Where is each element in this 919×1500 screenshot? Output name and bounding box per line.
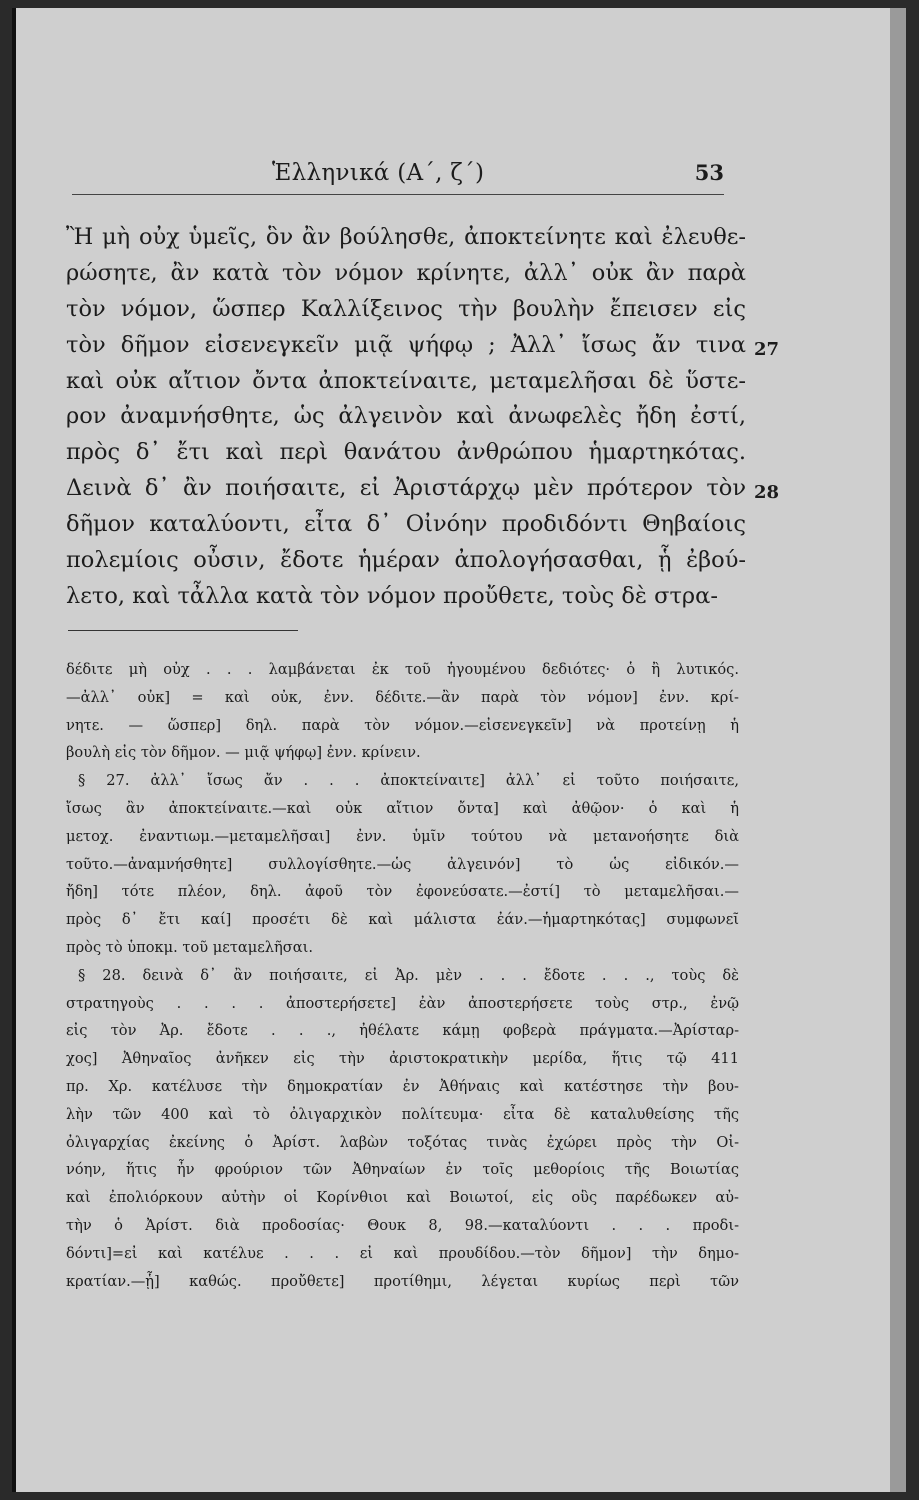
note-line: πρὸς τὸ ὑποκμ. τοῦ μεταμελῆσαι. [66, 938, 313, 956]
note-line: πρ. Χρ. κατέλυσε τὴν δημοκρατίαν ἐν Ἀθήναις καὶ κατέστησε τὴν βου- [66, 1077, 739, 1095]
note-line: πρὸς δ᾽ ἔτι καί] προσέτι δὲ καὶ μάλιστα ἐάν.—ἡμαρτηκότας] συμφωνεῖ [66, 911, 739, 929]
note-line: λὴν τῶν 400 καὶ τὸ ὀλιγαρχικὸν πολίτευμα· εἶτα δὲ καταλυθείσης τῆς [66, 1105, 739, 1123]
main-line: καὶ οὐκ αἴτιον ὄντα ἀποκτείναιτε, μεταμελῆσαι δὲ ὕστε- [66, 367, 746, 394]
note-line: χος] Ἀθηναῖος ἀνῆκεν εἰς τὴν ἀριστοκρατικὴν μερίδα, ἥτις τῷ 411 [66, 1050, 739, 1068]
note-line: ὀλιγαρχίας ἐκείνης ὁ Ἀρίστ. λαβὼν τοξότας τινὰς ἐχώρει πρὸς τὴν Οἰ- [66, 1133, 739, 1151]
main-line [66, 328, 780, 364]
note-line: εἰς τὸν Ἀρ. ἔδοτε . . ., ἠθέλατε κάμῃ φοβερὰ πράγματα.—Ἀρίσταρ- [66, 1022, 739, 1040]
page-edge [890, 8, 906, 1492]
note-line: κρατίαν.—ᾗ] καθώς. προὔθετε] προτίθημι, λέγεται κυρίως περὶ τῶν [66, 1272, 739, 1290]
main-line: Ἢ μὴ οὐχ ὑμεῖς, ὃν ἂν βούλησθε, ἀποκτείνητε καὶ ἐλευθε- [66, 224, 746, 250]
note-line: στρατηγοὺς . . . . ἀποστερήσετε] ἐὰν ἀποστερήσετε τοὺς στρ., ἐνῷ [66, 994, 739, 1012]
note-line: νητε. — ὥσπερ] δηλ. παρὰ τὸν νόμον.—εἰσενεγκεῖν] νὰ προτείνῃ ἡ [66, 716, 739, 734]
note-line: μετοχ. ἐναντιωμ.—μεταμελῆσαι] ἐνν. ὑμῖν τούτου νὰ μετανοήσητε διὰ [66, 827, 739, 845]
running-title: Ἑλληνικά (Α΄, ζ΄) [272, 160, 485, 186]
section-number-28: 28 [754, 482, 780, 504]
main-line: ρώσητε, ἂν κατὰ τὸν νόμον κρίνητε, ἀλλ᾽ οὐκ ἂν παρὰ [66, 259, 746, 286]
main-line: ρον ἀναμνήσθητε, ὡς ἀλγεινὸν καὶ ἀνωφελὲς ἤδη ἐστί, [66, 403, 746, 430]
main-text [66, 220, 780, 615]
page-number: 53 [694, 160, 724, 185]
main-line [66, 471, 780, 507]
note-line: ἤδη] τότε πλέον, δηλ. ἀφοῦ τὸν ἐφονεύσατε.—ἐστί] τὸ μεταμελῆσαι.— [66, 883, 739, 901]
main-line-text: τὸν δῆμον εἰσενεγκεῖν μιᾷ ψήφῳ ; Ἀλλ᾽ ἴσως ἄν τινα [66, 331, 746, 358]
main-line: τὸν νόμον, ὥσπερ Καλλίξεινος τὴν βουλὴν ἔπεισεν εἰς [66, 295, 746, 322]
footnote-rule [68, 630, 298, 631]
note-line: τοῦτο.—ἀναμνήσθητε] συλλογίσθητε.—ὡς ἀλγεινόν] τὸ ὡς εἰδικόν.— [66, 855, 739, 873]
main-line: πρὸς δ᾽ ἔτι καὶ περὶ θανάτου ἀνθρώπου ἡμαρτηκότας. [66, 439, 746, 466]
note-line: καὶ ἐπολιόρκουν αὐτὴν οἱ Κορίνθιοι καὶ Βοιωτοί, εἰς οὓς παρέδωκεν αὐ- [66, 1189, 739, 1207]
note-line: ἴσως ἂν ἀποκτείναιτε.—καὶ οὐκ αἴτιον ὄντα] καὶ ἀθῷον· ὁ καὶ ἡ [66, 799, 739, 817]
commentary-notes [66, 656, 739, 1295]
note-line: βουλὴ εἰς τὸν δῆμον. — μιᾷ ψήφῳ] ἐνν. κρίνειν. [66, 744, 421, 762]
main-line: δῆμον καταλύοντι, εἶτα δ᾽ Οἰνόην προδιδόντι Θηβαίοις [66, 511, 746, 538]
note-line: νόην, ἥτις ἦν φρούριον τῶν Ἀθηναίων ἐν τοῖς μεθορίοις τῆς Βοιωτίας [66, 1161, 739, 1179]
note-line: § 28. δεινὰ δ᾽ ἂν ποιήσαιτε, εἰ Ἀρ. μὲν . . . ἔδοτε . . ., τοὺς δὲ [78, 966, 739, 984]
main-line: πολεμίοις οὖσιν, ἔδοτε ἡμέραν ἀπολογήσασθαι, ᾗ ἐβού- [66, 547, 746, 574]
note-line: τὴν ὁ Ἀρίστ. διὰ προδοσίας· Θουκ 8, 98.—καταλύοντι . . . προδι- [66, 1216, 739, 1234]
main-line: λετο, καὶ τἆλλα κατὰ τὸν νόμον προὔθετε, τοὺς δὲ στρα- [66, 582, 718, 609]
running-header [72, 160, 724, 195]
note-line: § 27. ἀλλ᾽ ἴσως ἄν . . . ἀποκτείναιτε] ἀλλ᾽ εἰ τοῦτο ποιήσαιτε, [78, 772, 739, 790]
note-line: δόντι]=εἰ καὶ κατέλυε . . . εἰ καὶ προυδίδου.—τὸν δῆμον] τὴν δημο- [66, 1244, 739, 1262]
section-number-27: 27 [754, 338, 780, 360]
note-line: δέδιτε μὴ οὐχ . . . λαμβάνεται ἐκ τοῦ ἡγουμένου δεδιότες· ὁ ἢ λυτικός. [66, 661, 739, 678]
note-line: —ἀλλ᾽ οὐκ] = καὶ οὐκ, ἐνν. δέδιτε.—ἂν παρὰ τὸν νόμον] ἐνν. κρί- [66, 688, 739, 706]
book-page [12, 8, 906, 1492]
main-line-text: Δεινὰ δ᾽ ἂν ποιήσαιτε, εἰ Ἀριστάρχῳ μὲν πρότερον τὸν [66, 475, 746, 502]
